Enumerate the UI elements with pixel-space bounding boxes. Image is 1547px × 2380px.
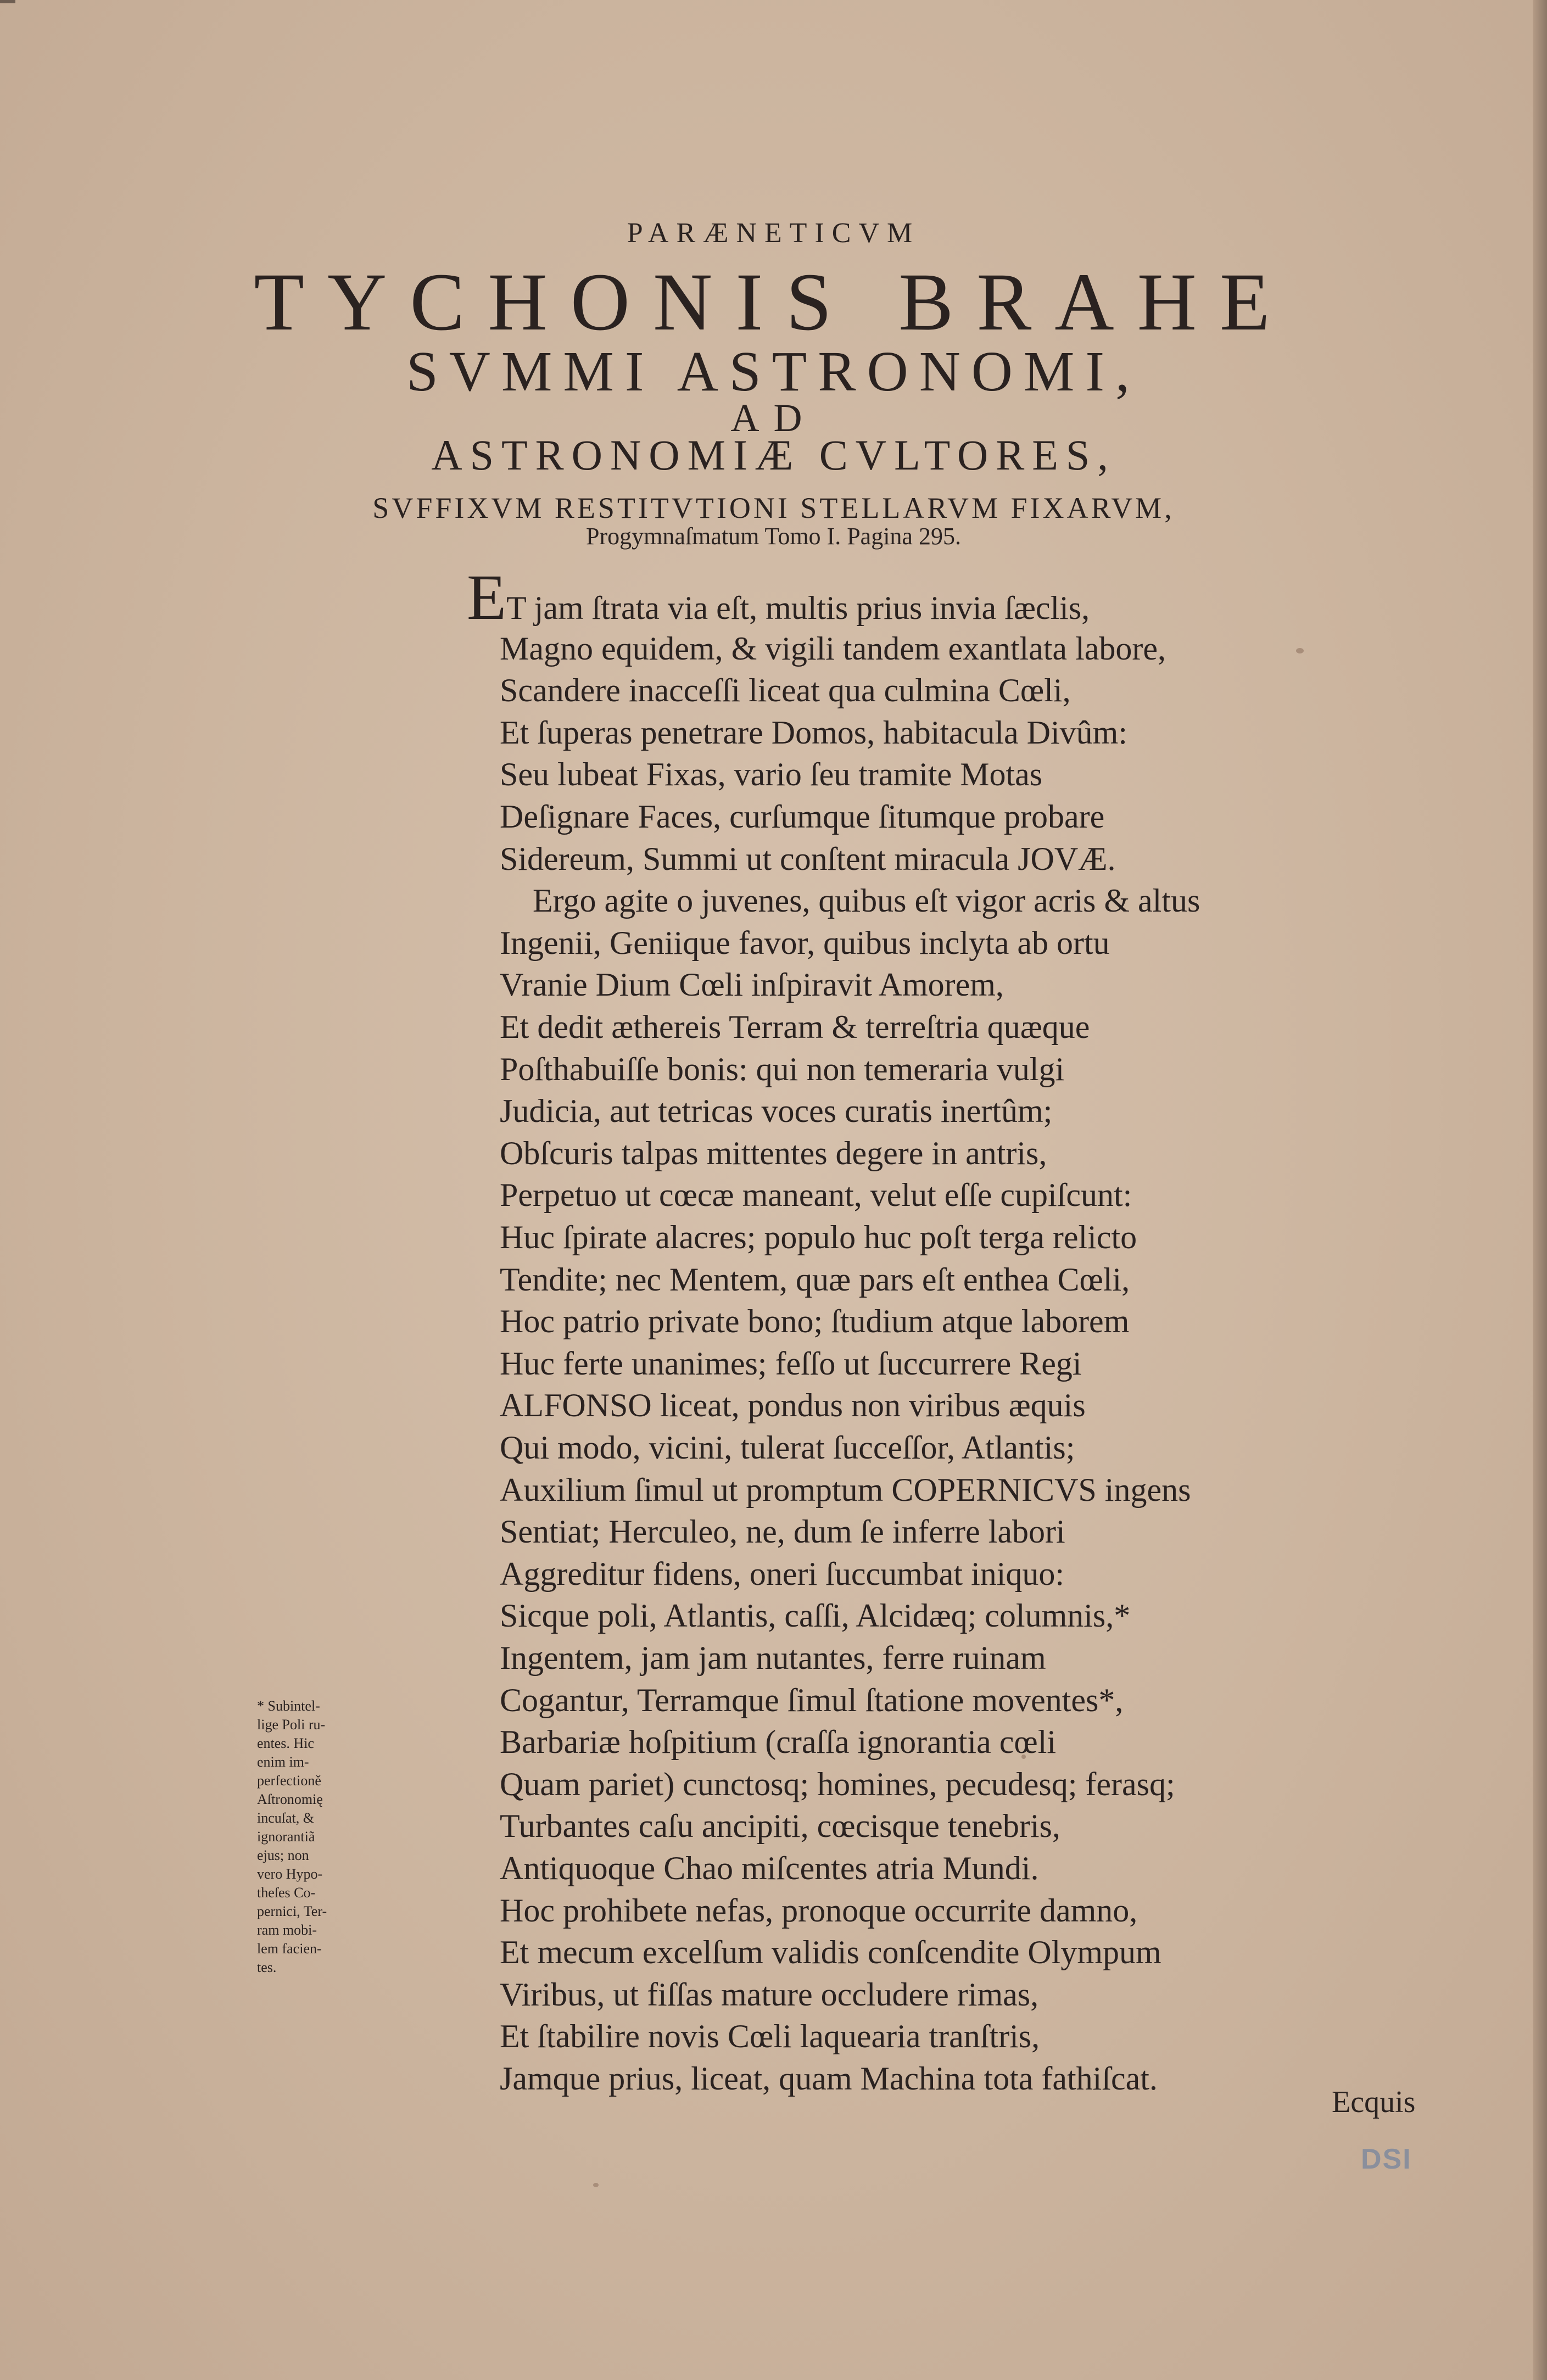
poem-line: Ingentem, jam jam nutantes, ferre ruinam [500, 1640, 1046, 1676]
poem-line: Cogantur, Terramque ſimul ſtatione moventes*, [500, 1682, 1124, 1718]
margin-note-line: incuſat, & [257, 1810, 314, 1826]
poem-line: Auxilium ſimul ut promptum COPERNICVS ingens [500, 1472, 1191, 1508]
poem-body [0, 561, 1547, 2114]
poem-line: Ingenii, Geniique favor, quibus inclyta ab ortu [500, 925, 1110, 961]
poem-line-text: T jam ſtrata via eſt, multis prius invia ſæclis, [506, 590, 1090, 626]
poem-line: Huc ſpirate alacres; populo huc poſt terga relicto [500, 1219, 1137, 1255]
heading-author: TYCHONIS BRAHE [254, 256, 1293, 348]
poem-line: Seu lubeat Fixas, vario ſeu tramite Motas [500, 756, 1043, 792]
poem-line [467, 561, 1090, 633]
poem-line: Magno equidem, & vigili tandem exantlata labore, [500, 630, 1166, 667]
heading-preposition: AD [730, 396, 817, 440]
poem-line: Jamque prius, liceat, quam Machina tota fathiſcat. [500, 2060, 1158, 2097]
catchword: Ecquis [1332, 2085, 1416, 2119]
poem-line: Tendite; nec Mentem, quæ pars eſt enthea Cœli, [500, 1261, 1130, 1298]
margin-note-line: entes. Hic [257, 1735, 314, 1751]
margin-note-line: enim im- [257, 1754, 309, 1770]
heading-subtitle: SVFFIXVM RESTITVTIONI STELLARVM FIXARVM, [372, 491, 1175, 524]
poem-line: Hoc patrio private bono; ſtudium atque laborem [500, 1303, 1130, 1339]
poem-line: Barbariæ hoſpitium (craſſa ignorantia cœli [500, 1724, 1057, 1760]
margin-note-line: vero Hypo- [257, 1866, 323, 1882]
library-stamp: DSI [1361, 2143, 1412, 2175]
poem-line: Quam pariet) cunctosq; homines, pecudesq; ferasq; [500, 1766, 1175, 1802]
foxing-spot [593, 2183, 599, 2187]
poem-line: Antiquoque Chao miſcentes atria Mundi. [500, 1850, 1039, 1886]
margin-note-line: ignorantiã [257, 1829, 315, 1845]
heading-citation: Progymnaſmatum Tomo I. Pagina 295. [586, 523, 961, 550]
poem-line: Et ſtabilire novis Cœli laquearia tranſtris, [500, 2018, 1040, 2054]
poem-line: Et dedit æthereis Terram & terreſtria quæque [500, 1009, 1090, 1045]
poem-line: Viribus, ut fiſſas mature occludere rimas, [500, 1976, 1039, 2013]
margin-note-line: pernici, Ter- [257, 1903, 327, 1919]
poem-line: Perpetuo ut cœcæ maneant, velut eſſe cupiſcunt: [500, 1177, 1132, 1213]
heading-epithet: SVMMI ASTRONOMI, [406, 340, 1141, 403]
poem-line: Aggreditur fidens, oneri ſuccumbat iniquo: [500, 1556, 1065, 1592]
margin-note-line: tes. [257, 1959, 277, 1975]
poem-line: Et ſuperas penetrare Domos, habitacula Divûm: [500, 714, 1127, 751]
corner-mark [0, 0, 15, 3]
poem-line: ALFONSO liceat, pondus non viribus æquis [500, 1387, 1086, 1423]
poem-line: Qui modo, vicini, tulerat ſucceſſor, Atlantis; [500, 1429, 1075, 1466]
poem-line: Judicia, aut tetricas voces curatis inertûm; [500, 1093, 1053, 1129]
poem-line: Hoc prohibete nefas, pronoque occurrite damno, [500, 1892, 1138, 1929]
margin-note-line: ejus; non [257, 1847, 309, 1863]
poem-line: Deſignare Faces, curſumque ſitumque probare [500, 798, 1105, 835]
margin-note-line: perfectioně [257, 1773, 321, 1789]
poem-line: Scandere inacceſſi liceat qua culmina Cœli, [500, 672, 1071, 708]
margin-note-line: lem facien- [257, 1941, 322, 1957]
heading-addressee: ASTRONOMIÆ CVLTORES, [431, 431, 1116, 479]
poem-line: Huc ferte unanimes; feſſo ut ſuccurrere Regi [500, 1345, 1082, 1382]
margin-note-line: ram mobi- [257, 1922, 317, 1938]
heading-kicker: PARÆNETICVM [627, 217, 920, 249]
dropcap: E [467, 561, 507, 633]
margin-note-line: Aſtronomię [257, 1791, 323, 1807]
poem-line: Turbantes caſu ancipiti, cœcisque tenebris, [500, 1808, 1060, 1844]
poem-line: Vranie Dium Cœli inſpiravit Amorem, [500, 966, 1004, 1003]
poem-line: Poſthabuiſſe bonis: qui non temeraria vulgi [500, 1051, 1065, 1087]
margin-note [257, 1697, 405, 1977]
poem-line: Sicque poli, Atlantis, caſſi, Alcidæq; columnis,* [500, 1597, 1131, 1634]
poem-line: Et mecum excelſum validis conſcendite Olympum [500, 1934, 1161, 1970]
margin-note-line: * Subintel- [257, 1698, 320, 1714]
poem-line: Sidereum, Summi ut conſtent miracula JOVÆ. [500, 841, 1116, 877]
poem-line: Obſcuris talpas mittentes degere in antris, [500, 1135, 1047, 1171]
margin-note-line: lige Poli ru- [257, 1717, 326, 1733]
margin-note-line: theſes Co- [257, 1885, 316, 1901]
poem-line: Ergo agite o juvenes, quibus eſt vigor acris & altus [533, 882, 1200, 919]
poem-line: Sentiat; Herculeo, ne, dum ſe inferre labori [500, 1513, 1065, 1550]
